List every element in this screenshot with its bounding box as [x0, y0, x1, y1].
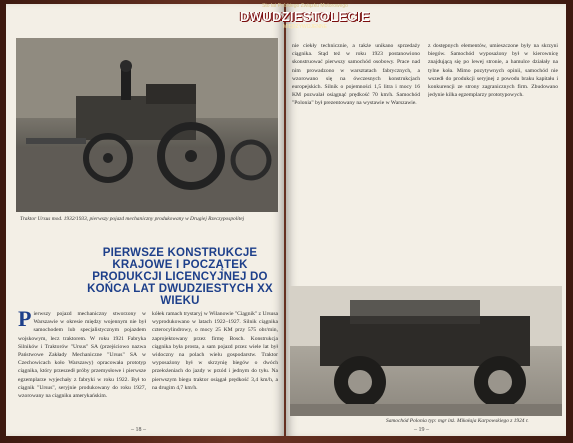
tractor-photo [16, 38, 278, 212]
right-page [286, 4, 566, 436]
series-logo [220, 3, 390, 30]
left-column-1-text: ierwszy pojazd mechaniczny stworzony w Warszawie w okresie między wojennym nie był samochodem lub specjalistycznym pojazdem wojskowym, lecz traktorem. W roku 1921 Fabryka Silników i Traktorów "Ursus" SA (przejściowo nazwa Państwowe Zakłady Mechaniczne "Ursus" SA w Czechowicach koło Warszawy) opracowała prototyp ciągnika, który przeszedł próby przemysłowe i pierwsze egzemplarze wyjechały z fabryki w roku 1922. Był to ciągnik "Ursus", seryjnie produkowany do roku 1927, wzorowany na ciągniku amerykańskim. [18, 311, 146, 400]
right-column-2: z dostępnych elementów, umieszczone były na skrzyni biegów. Samochód wyposażony był w kierownicę znajdującą się po lewej stronie, a hamulce działały na tylne koła. Mimo pozytywnych opinii, samochód nie wszedł do produkcji seryjnej z powodu braku kapitału i konkurencji ze strony zagranicznych firm. Zbudowano jedynie kilka egzemplarzy prototypowych. [428, 43, 558, 99]
car-photo [290, 286, 562, 416]
logo-title-text: DWUDZIESTOLECIE [240, 9, 370, 24]
left-page [6, 4, 284, 436]
logo-top-text: Sto lat Polskiego Związku Motorowego [262, 3, 348, 9]
car-photo-caption: Samochód Polonia typ: mgr inż. Mikołaja Karpowskiego z 1924 r. [386, 418, 529, 424]
left-column-2: kółek ramach trystaryj w Wilanowie "Ciągnik" z Ursusa wyprodukowano w latach 1922–1927. Silnik ciągnika czterocylindrowy, o mocy 25 KM przy 575 obr/min, zaprojektowany przez firmę Bosch. Konstrukcja ciągnika była prosta, a sam pojazd przez wiele lat był widoczny na polach wielu gospodarstw. Traktor wyposażony był w skrzynię biegów o dwóch przełożeniach do jazdy w przód i jednym do tyłu. Na pierwszym biegu traktor osiągał prędkość 3,4 km/h, a na drugim 4,7 km/h. [152, 311, 278, 391]
article-headline: PIERWSZE KONSTRUKCJE KRAJOWE I POCZĄTEK PRODUKCJI LICENCYJNEJ DO KOŃCA LAT DWUDZIESTYCH XX WIEKU [87, 247, 273, 307]
left-column-1 [18, 310, 146, 426]
drop-cap: P [18, 310, 32, 331]
right-column-1: nie ciekły technicznie, a także unikano sprzedaży ciągnika. Stąd też w roku 1923 postanowiono skonstruować pierwszy samochód osobowy. Prace nad nim prowadzono w warsztatach fabrycznych, a wzorowano się na ówczesnych konstrukcjach europejskich. Silnik o pojemności 1,5 litra i mocy 16 KM pozwalał osiągnąć prędkość 70 km/h. Samochód "Polonia" był prezentowany na wystawie w Warszawie. [292, 43, 420, 107]
page-number-left: – 18 – [131, 427, 146, 433]
page-number-right: – 19 – [414, 427, 429, 433]
logo-subtitle-text: MIĘDZYWOJENNE [283, 24, 327, 30]
car-illustration [290, 286, 562, 416]
tractor-photo-caption: Traktor Ursus mod. 1932/1933, pierwszy pojazd mechaniczny produkowany w Drugiej Rzeczypospolitej [20, 216, 245, 222]
tractor-illustration [16, 38, 278, 212]
